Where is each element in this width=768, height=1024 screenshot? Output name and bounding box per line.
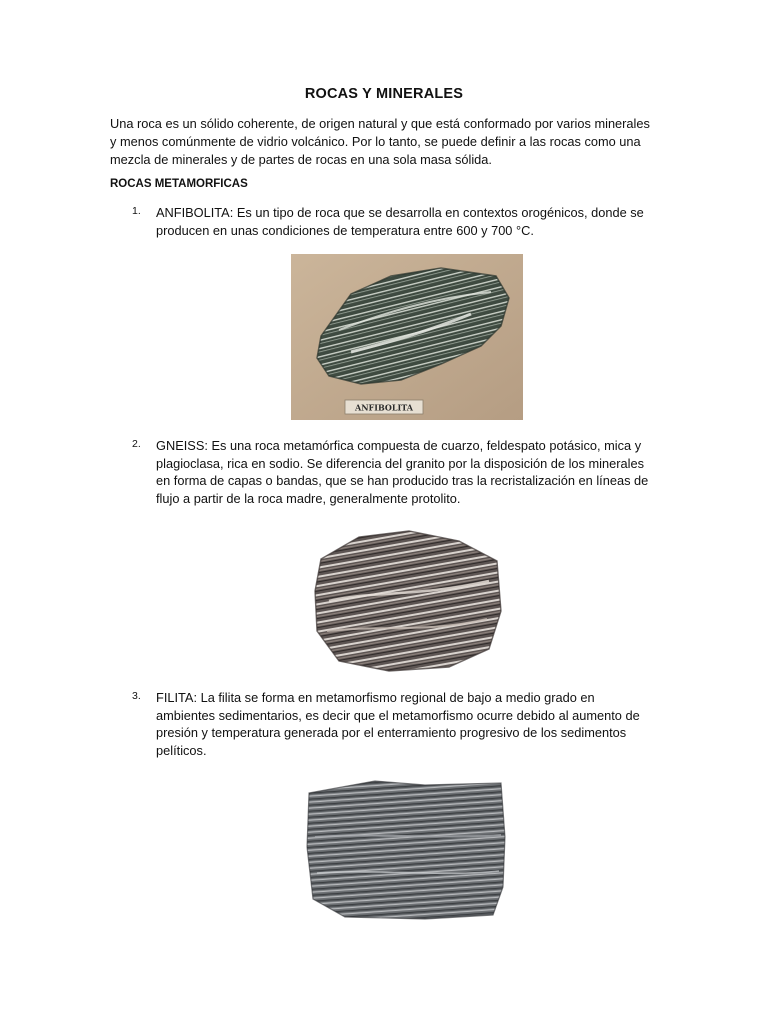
item-description: Es una roca metamórfica compuesta de cuarzo, feldespato potásico, mica y plagioclasa, rica en sodio. Se diferencia del granito por la disposición de los minerales en forma de capas o bandas, que se han producido tras la recristalización en líneas de flujo a partir de la roca madre, generalmente protolito. (156, 438, 649, 506)
section-heading: ROCAS METAMORFICAS (110, 178, 248, 190)
gneiss-rock-image (309, 521, 505, 673)
page-title: ROCAS Y MINERALES (304, 86, 464, 102)
list-item-text (156, 689, 656, 759)
filita-rock-image (305, 777, 509, 921)
filita-photo (305, 777, 509, 921)
item-term: GNEISS: (156, 438, 208, 453)
list-item-text (156, 437, 656, 507)
gneiss-photo (309, 521, 505, 673)
list-number: 2. (132, 438, 141, 450)
list-number: 3. (132, 690, 141, 702)
item-description: Es un tipo de roca que se desarrolla en contextos orogénicos, donde se producen en unas condiciones de temperatura entre 600 y 700 °C. (156, 205, 644, 238)
item-term: ANFIBOLITA: (156, 205, 234, 220)
anfibolita-photo (291, 254, 523, 420)
intro-paragraph: Una roca es un sólido coherente, de origen natural y que está conformado por varios minerales y menos comúnmente de vidrio volcánico. Por lo tanto, se puede definir a las rocas como una mezcla de minerales y de partes de rocas en una sola masa sólida. (110, 116, 650, 167)
list-item-text (156, 204, 656, 239)
anfibolita-rock-image (291, 254, 523, 420)
item-description: La filita se forma en metamorfismo regional de bajo a medio grado en ambientes sedimentarios, es decir que el metamorfismo ocurre debido al aumento de presión y temperatura generada por el enterramiento progresivo de los sedimentos pelíticos. (156, 690, 640, 758)
anfibolita-image-label: ANFIBOLITA (355, 402, 413, 413)
item-term: FILITA: (156, 690, 198, 705)
list-number: 1. (132, 205, 141, 217)
